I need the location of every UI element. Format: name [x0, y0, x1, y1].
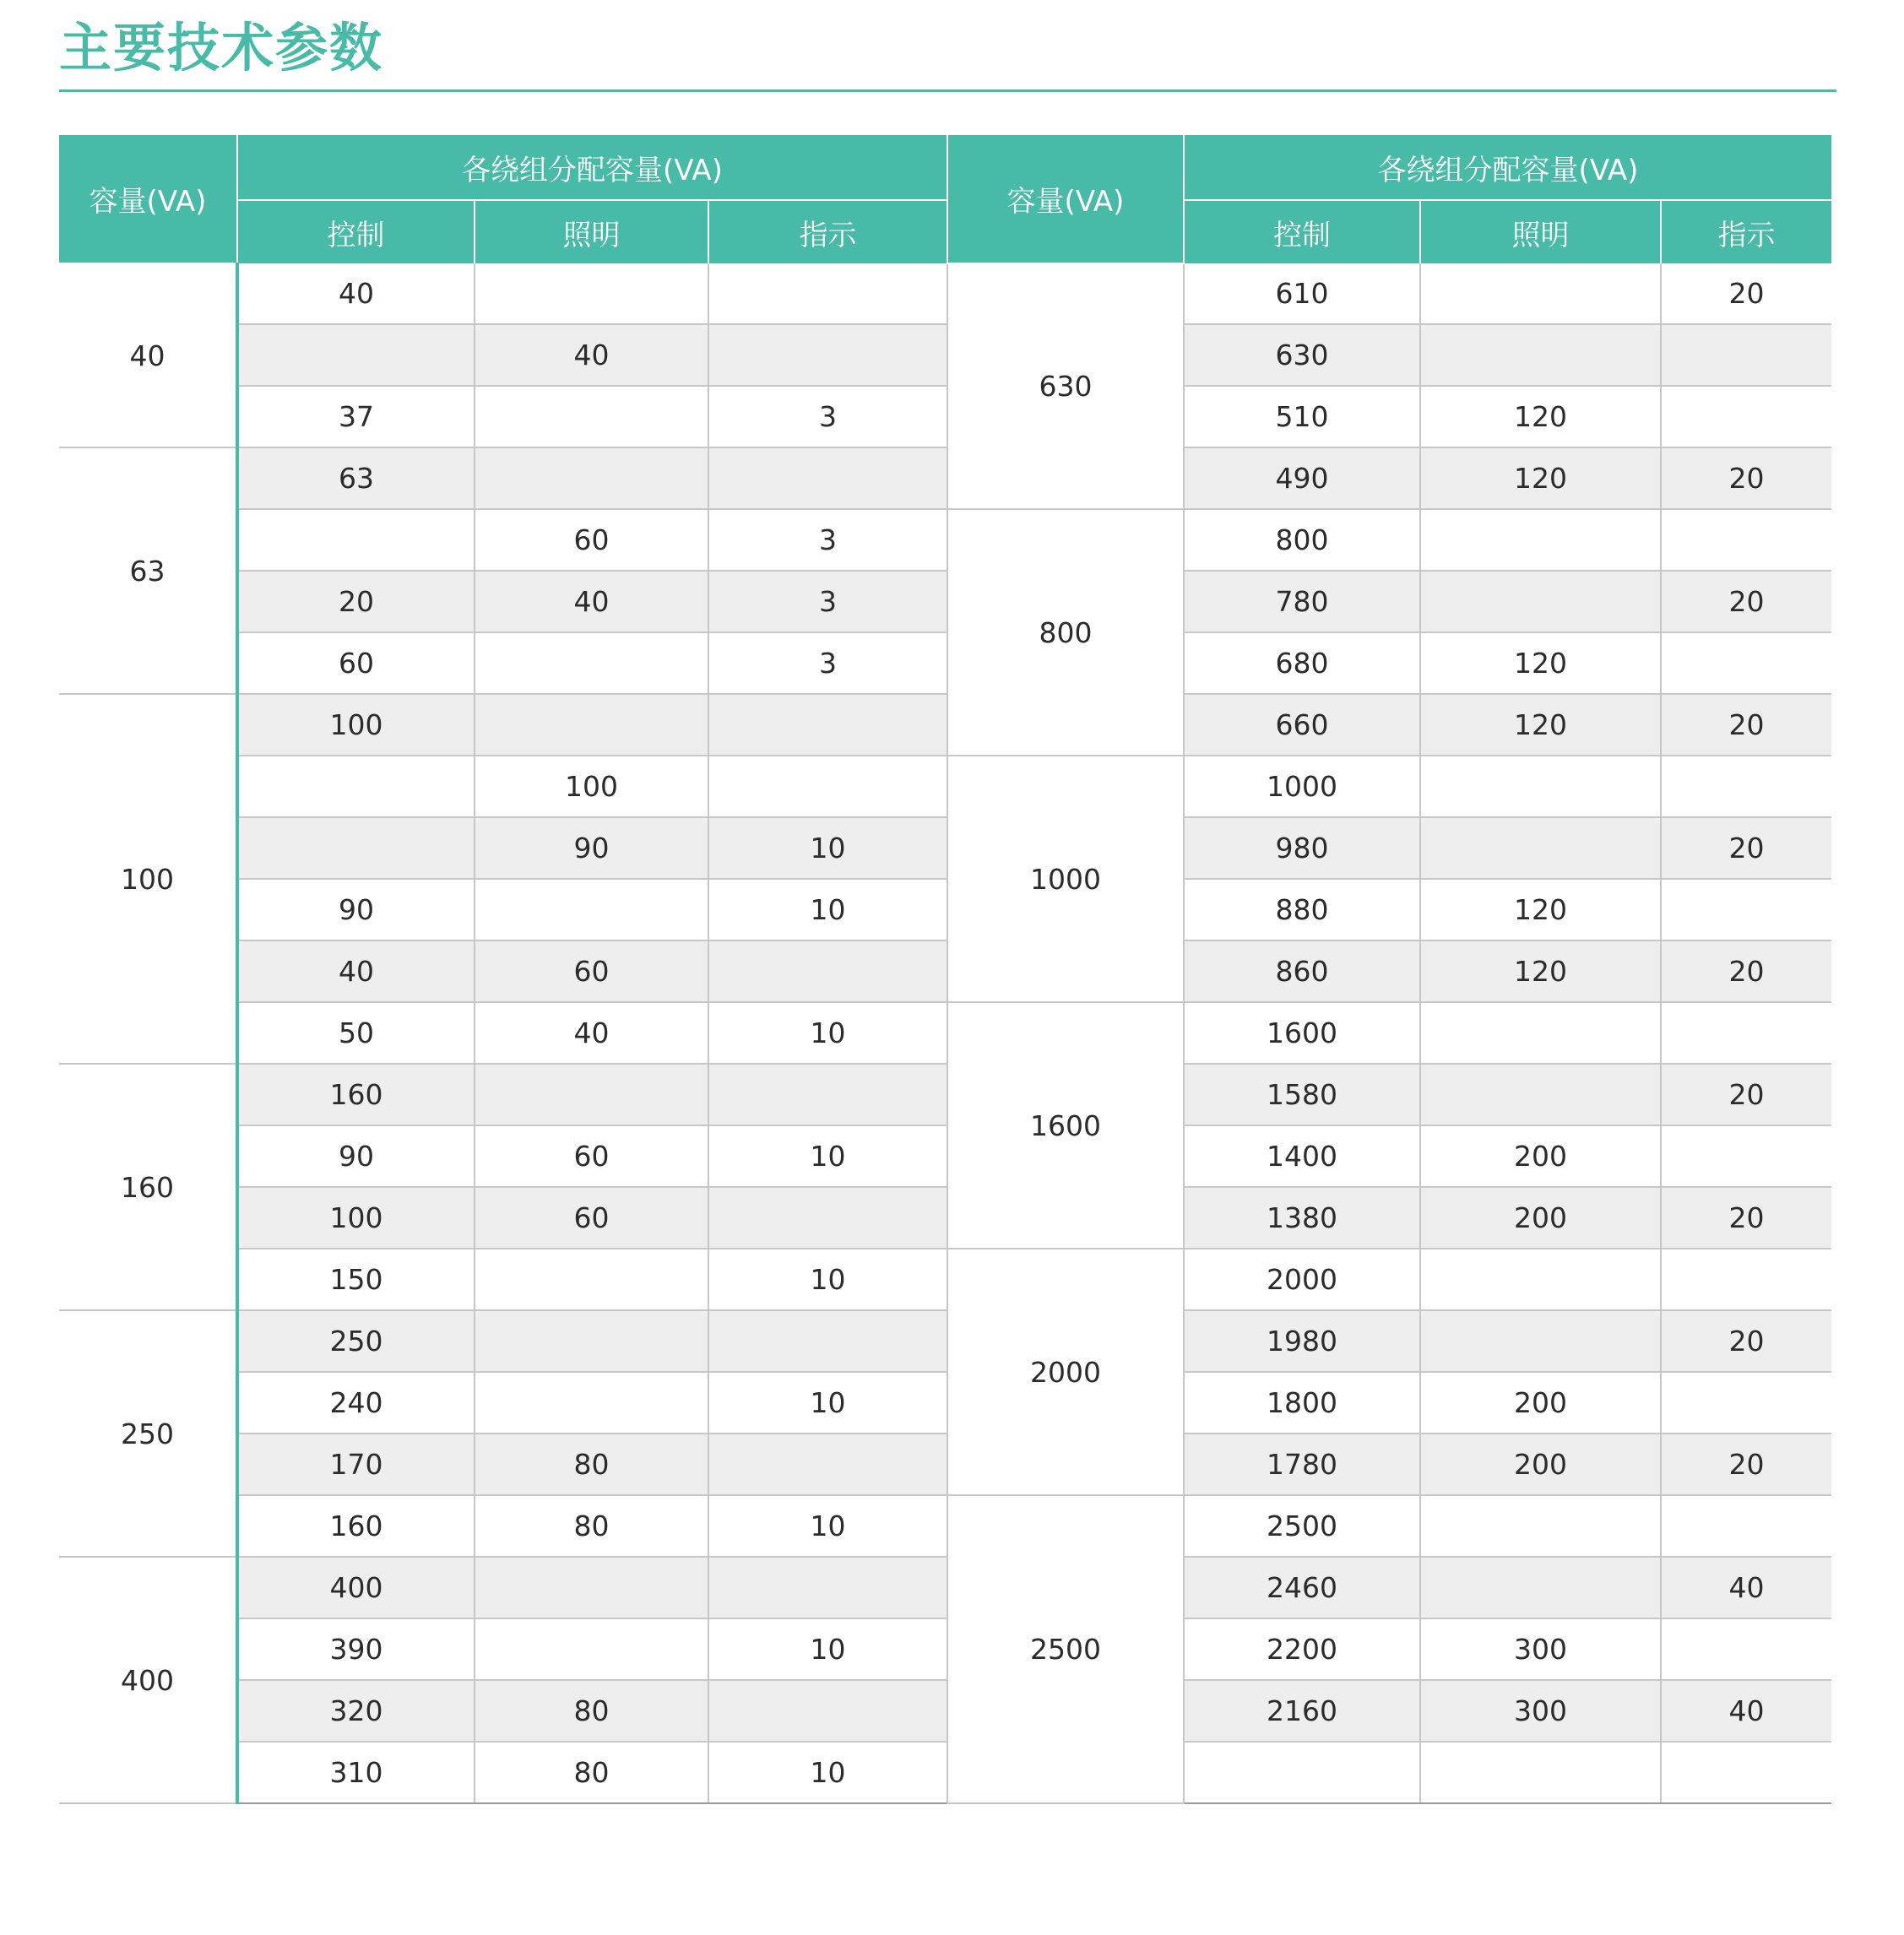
indicator-value-left — [708, 1434, 947, 1495]
control-value-left: 50 — [237, 1002, 475, 1064]
title-underline — [59, 89, 1836, 92]
lighting-value-left — [475, 447, 708, 509]
indicator-value-right — [1661, 1372, 1831, 1434]
lighting-value-right: 300 — [1420, 1618, 1661, 1680]
lighting-value-right — [1420, 756, 1661, 817]
control-value-left: 160 — [237, 1064, 475, 1125]
control-value-left: 40 — [237, 940, 475, 1002]
lighting-value-left: 80 — [475, 1434, 708, 1495]
table-row — [59, 879, 1831, 940]
control-value-left: 150 — [237, 1249, 475, 1310]
capacity-header-left: 容量(VA) — [59, 135, 237, 263]
lighting-value-right — [1420, 817, 1661, 879]
lighting-value-right — [1420, 1742, 1661, 1803]
lighting-value-left — [475, 263, 708, 324]
col-header-indicator-right: 指示 — [1661, 200, 1831, 263]
table-row — [59, 1495, 1831, 1557]
lighting-value-left — [475, 1557, 708, 1618]
control-value-left: 100 — [237, 694, 475, 756]
indicator-value-right: 20 — [1661, 1434, 1831, 1495]
lighting-value-right — [1420, 509, 1661, 571]
capacity-cell-left: 100 — [59, 694, 237, 1064]
capacity-cell-left: 63 — [59, 447, 237, 694]
control-value-left — [237, 756, 475, 817]
lighting-value-left: 80 — [475, 1680, 708, 1742]
lighting-value-left: 40 — [475, 1002, 708, 1064]
indicator-value-right — [1661, 1742, 1831, 1803]
control-value-left: 90 — [237, 1125, 475, 1187]
indicator-value-right: 20 — [1661, 1064, 1831, 1125]
control-value-left: 170 — [237, 1434, 475, 1495]
indicator-value-left — [708, 1187, 947, 1249]
control-value-right: 880 — [1184, 879, 1420, 940]
lighting-value-left: 40 — [475, 324, 708, 386]
lighting-value-left: 80 — [475, 1742, 708, 1803]
indicator-value-left: 10 — [708, 817, 947, 879]
control-value-left: 250 — [237, 1310, 475, 1372]
indicator-value-right — [1661, 386, 1831, 447]
table-row — [59, 694, 1831, 756]
control-value-left: 160 — [237, 1495, 475, 1557]
indicator-value-left: 10 — [708, 1495, 947, 1557]
table-row — [59, 1125, 1831, 1187]
indicator-value-left: 10 — [708, 1742, 947, 1803]
lighting-value-right: 200 — [1420, 1372, 1661, 1434]
control-value-left: 40 — [237, 263, 475, 324]
capacity-cell-left: 400 — [59, 1557, 237, 1803]
table-row — [59, 632, 1831, 694]
lighting-value-right: 200 — [1420, 1187, 1661, 1249]
header-row-sub — [59, 200, 1831, 263]
control-value-left — [237, 509, 475, 571]
control-value-left: 37 — [237, 386, 475, 447]
lighting-value-left: 60 — [475, 509, 708, 571]
lighting-value-left — [475, 1618, 708, 1680]
control-value-left: 60 — [237, 632, 475, 694]
control-value-right: 1380 — [1184, 1187, 1420, 1249]
control-value-right: 510 — [1184, 386, 1420, 447]
table-row — [59, 1372, 1831, 1434]
capacity-cell-right: 2000 — [947, 1249, 1184, 1495]
lighting-value-right — [1420, 324, 1661, 386]
lighting-value-right: 300 — [1420, 1680, 1661, 1742]
table-body — [59, 263, 1831, 1803]
control-value-left: 100 — [237, 1187, 475, 1249]
lighting-value-right: 120 — [1420, 632, 1661, 694]
lighting-value-left: 80 — [475, 1495, 708, 1557]
control-value-left: 240 — [237, 1372, 475, 1434]
control-value-right: 2160 — [1184, 1680, 1420, 1742]
lighting-value-left — [475, 632, 708, 694]
capacity-cell-right: 2500 — [947, 1495, 1184, 1803]
col-header-control-left: 控制 — [237, 200, 475, 263]
indicator-value-right — [1661, 632, 1831, 694]
capacity-cell-right: 1600 — [947, 1002, 1184, 1249]
indicator-value-right: 20 — [1661, 571, 1831, 632]
control-value-right: 1580 — [1184, 1064, 1420, 1125]
lighting-value-left — [475, 694, 708, 756]
lighting-value-left — [475, 1310, 708, 1372]
indicator-value-left — [708, 1557, 947, 1618]
indicator-value-right — [1661, 1249, 1831, 1310]
control-value-right: 610 — [1184, 263, 1420, 324]
lighting-value-right: 120 — [1420, 940, 1661, 1002]
col-header-indicator-left: 指示 — [708, 200, 947, 263]
lighting-value-left — [475, 386, 708, 447]
indicator-value-left: 3 — [708, 632, 947, 694]
indicator-value-left — [708, 756, 947, 817]
lighting-value-right — [1420, 571, 1661, 632]
capacity-cell-left: 160 — [59, 1064, 237, 1310]
group-header-left: 各绕组分配容量(VA) — [237, 135, 947, 200]
control-value-right: 680 — [1184, 632, 1420, 694]
indicator-value-left: 10 — [708, 879, 947, 940]
control-value-right: 2000 — [1184, 1249, 1420, 1310]
col-header-lighting-left: 照明 — [475, 200, 708, 263]
indicator-value-right: 40 — [1661, 1557, 1831, 1618]
indicator-value-left: 10 — [708, 1372, 947, 1434]
lighting-value-right — [1420, 1064, 1661, 1125]
indicator-value-right: 20 — [1661, 940, 1831, 1002]
capacity-cell-right: 630 — [947, 263, 1184, 509]
lighting-value-left: 60 — [475, 1125, 708, 1187]
indicator-value-right — [1661, 1618, 1831, 1680]
indicator-value-right: 40 — [1661, 1680, 1831, 1742]
control-value-right: 2460 — [1184, 1557, 1420, 1618]
indicator-value-left: 10 — [708, 1618, 947, 1680]
indicator-value-left — [708, 447, 947, 509]
indicator-value-right: 20 — [1661, 1187, 1831, 1249]
control-value-left — [237, 817, 475, 879]
lighting-value-left — [475, 1249, 708, 1310]
lighting-value-right — [1420, 1557, 1661, 1618]
control-value-right: 2500 — [1184, 1495, 1420, 1557]
table-row — [59, 756, 1831, 817]
indicator-value-left — [708, 940, 947, 1002]
control-value-right: 980 — [1184, 817, 1420, 879]
indicator-value-right — [1661, 1125, 1831, 1187]
control-value-right: 1000 — [1184, 756, 1420, 817]
control-value-right: 630 — [1184, 324, 1420, 386]
control-value-right — [1184, 1742, 1420, 1803]
control-value-right: 1400 — [1184, 1125, 1420, 1187]
indicator-value-left — [708, 1064, 947, 1125]
group-header-right: 各绕组分配容量(VA) — [1184, 135, 1831, 200]
table-row — [59, 263, 1831, 324]
lighting-value-right: 200 — [1420, 1434, 1661, 1495]
control-value-right: 860 — [1184, 940, 1420, 1002]
control-value-right: 490 — [1184, 447, 1420, 509]
lighting-value-left: 90 — [475, 817, 708, 879]
indicator-value-left — [708, 263, 947, 324]
table-row — [59, 1249, 1831, 1310]
indicator-value-right: 20 — [1661, 447, 1831, 509]
indicator-value-right — [1661, 1002, 1831, 1064]
lighting-value-left: 100 — [475, 756, 708, 817]
lighting-value-right: 200 — [1420, 1125, 1661, 1187]
control-value-right: 1980 — [1184, 1310, 1420, 1372]
indicator-value-right — [1661, 879, 1831, 940]
table-row — [59, 1434, 1831, 1495]
control-value-left: 390 — [237, 1618, 475, 1680]
table-row — [59, 1680, 1831, 1742]
lighting-value-left — [475, 1064, 708, 1125]
control-value-right: 1600 — [1184, 1002, 1420, 1064]
control-value-right: 660 — [1184, 694, 1420, 756]
lighting-value-left: 40 — [475, 571, 708, 632]
indicator-value-left: 10 — [708, 1249, 947, 1310]
col-header-control-right: 控制 — [1184, 200, 1420, 263]
indicator-value-left — [708, 1680, 947, 1742]
control-value-right: 2200 — [1184, 1618, 1420, 1680]
table-row — [59, 817, 1831, 879]
table-row — [59, 1187, 1831, 1249]
table-row — [59, 1064, 1831, 1125]
col-header-lighting-right: 照明 — [1420, 200, 1661, 263]
indicator-value-right — [1661, 756, 1831, 817]
page-title: 主要技术参数 — [59, 17, 384, 79]
table-row — [59, 447, 1831, 509]
table-row — [59, 940, 1831, 1002]
table-row — [59, 571, 1831, 632]
lighting-value-left: 60 — [475, 1187, 708, 1249]
control-value-left: 20 — [237, 571, 475, 632]
lighting-value-right: 120 — [1420, 879, 1661, 940]
control-value-left: 310 — [237, 1742, 475, 1803]
table-row — [59, 1002, 1831, 1064]
lighting-value-right — [1420, 1310, 1661, 1372]
indicator-value-left — [708, 324, 947, 386]
lighting-value-right — [1420, 1495, 1661, 1557]
control-value-left: 90 — [237, 879, 475, 940]
control-value-left — [237, 324, 475, 386]
capacity-cell-left: 40 — [59, 263, 237, 447]
table-row — [59, 1310, 1831, 1372]
lighting-value-right: 120 — [1420, 447, 1661, 509]
indicator-value-left: 10 — [708, 1125, 947, 1187]
lighting-value-left — [475, 1372, 708, 1434]
control-value-right: 1780 — [1184, 1434, 1420, 1495]
spec-table — [59, 135, 1831, 1804]
table-row — [59, 1742, 1831, 1803]
lighting-value-right: 120 — [1420, 386, 1661, 447]
indicator-value-left — [708, 694, 947, 756]
indicator-value-left: 3 — [708, 509, 947, 571]
capacity-cell-left: 250 — [59, 1310, 237, 1557]
indicator-value-left — [708, 1310, 947, 1372]
header-row-top — [59, 135, 1831, 200]
control-value-right: 800 — [1184, 509, 1420, 571]
indicator-value-right — [1661, 324, 1831, 386]
lighting-value-right — [1420, 1249, 1661, 1310]
control-value-right: 780 — [1184, 571, 1420, 632]
lighting-value-left: 60 — [475, 940, 708, 1002]
table-row — [59, 1557, 1831, 1618]
indicator-value-right: 20 — [1661, 817, 1831, 879]
table-row — [59, 386, 1831, 447]
table-row — [59, 324, 1831, 386]
indicator-value-left: 10 — [708, 1002, 947, 1064]
indicator-value-right: 20 — [1661, 1310, 1831, 1372]
indicator-value-right — [1661, 509, 1831, 571]
control-value-left: 320 — [237, 1680, 475, 1742]
capacity-cell-right: 1000 — [947, 756, 1184, 1002]
control-value-left: 400 — [237, 1557, 475, 1618]
lighting-value-right — [1420, 263, 1661, 324]
control-value-left: 63 — [237, 447, 475, 509]
table-row — [59, 509, 1831, 571]
lighting-value-right: 120 — [1420, 694, 1661, 756]
control-value-right: 1800 — [1184, 1372, 1420, 1434]
indicator-value-right — [1661, 1495, 1831, 1557]
indicator-value-right: 20 — [1661, 263, 1831, 324]
lighting-value-right — [1420, 1002, 1661, 1064]
indicator-value-right: 20 — [1661, 694, 1831, 756]
indicator-value-left: 3 — [708, 386, 947, 447]
capacity-cell-right: 800 — [947, 509, 1184, 756]
table-row — [59, 1618, 1831, 1680]
lighting-value-left — [475, 879, 708, 940]
indicator-value-left: 3 — [708, 571, 947, 632]
capacity-header-right: 容量(VA) — [947, 135, 1184, 263]
